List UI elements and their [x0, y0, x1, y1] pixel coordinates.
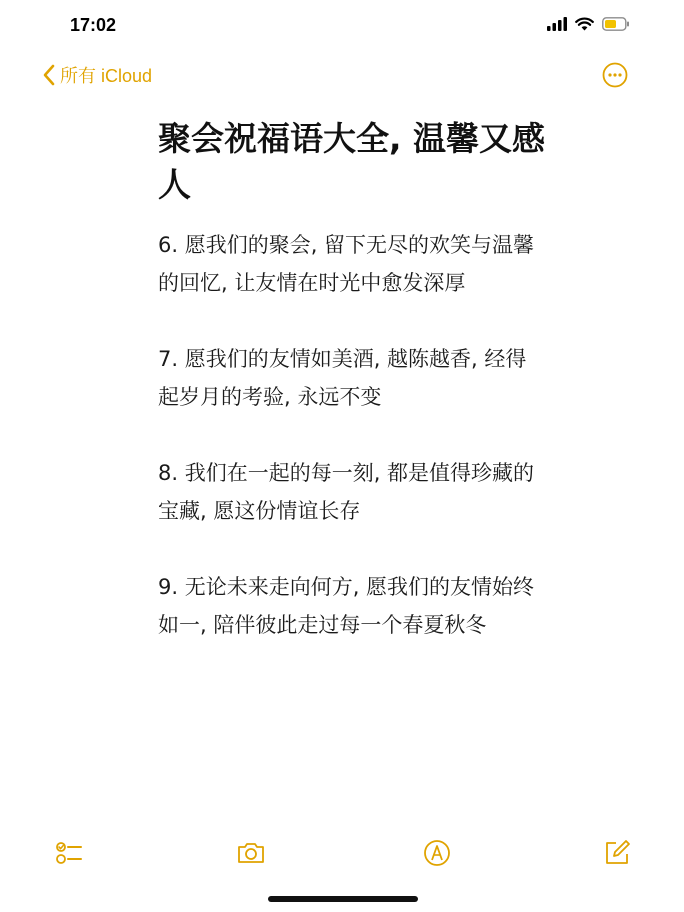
status-time: 17:02: [70, 15, 117, 35]
home-indicator[interactable]: [268, 896, 418, 902]
note-paragraph-8: 8. 我们在一起的每一刻, 都是值得珍藏的宝藏, 愿这份情谊长存: [158, 461, 535, 523]
status-bar: [0, 0, 684, 52]
ellipsis-circle-icon: [602, 62, 628, 88]
note-paragraph-9: 9. 无论未来走向何方, 愿我们的友情始终如一, 陪伴彼此走过每一个春夏秋冬: [158, 575, 535, 637]
wifi-icon: [575, 17, 594, 31]
markup-button[interactable]: [422, 838, 452, 868]
note-title[interactable]: 聚会祝福语大全, 温馨又感人: [158, 119, 546, 204]
compose-button[interactable]: [602, 838, 632, 868]
compose-icon: [602, 838, 632, 868]
cellular-signal-icon: [547, 17, 567, 31]
battery-icon: [602, 17, 630, 31]
bottom-toolbar: [0, 832, 684, 872]
chevron-left-icon: [42, 64, 56, 86]
nav-bar: [0, 56, 684, 96]
checklist-button[interactable]: [54, 838, 84, 868]
note-paragraph-6: 6. 愿我们的聚会, 留下无尽的欢笑与温馨的回忆, 让友情在时光中愈发深厚: [158, 233, 535, 295]
status-icons: [547, 17, 630, 31]
markup-icon: [422, 838, 452, 868]
checklist-icon: [54, 838, 84, 868]
more-options-button[interactable]: [602, 62, 628, 88]
note-body[interactable]: [158, 226, 538, 682]
camera-button[interactable]: [236, 838, 266, 868]
back-button[interactable]: [42, 62, 152, 88]
note-paragraph-7: 7. 愿我们的友情如美酒, 越陈越香, 经得起岁月的考验, 永远不变: [158, 347, 527, 409]
back-label: 所有 iCloud: [60, 66, 153, 86]
camera-icon: [236, 838, 266, 868]
